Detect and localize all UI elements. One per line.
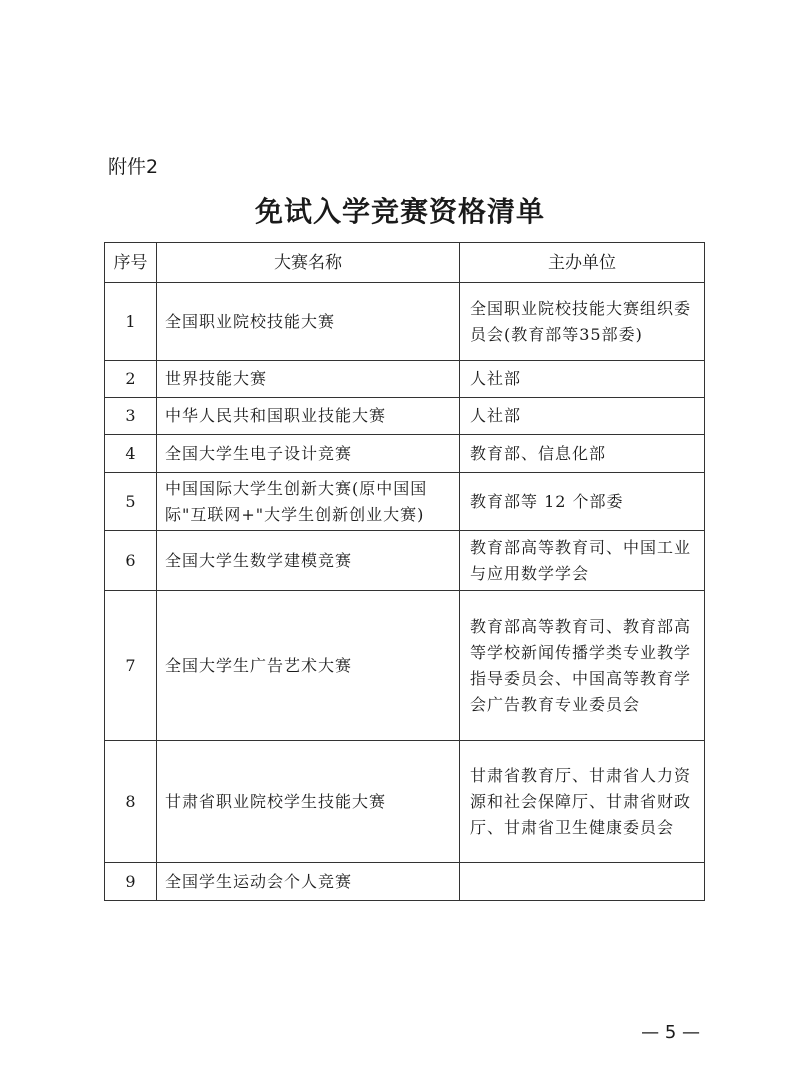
competition-table <box>104 242 705 901</box>
attachment-label: 附件2 <box>108 156 159 178</box>
organizer <box>460 863 705 901</box>
row-number: 5 <box>105 473 157 531</box>
organizer: 教育部高等教育司、中国工业与应用数学学会 <box>460 531 705 591</box>
row-number: 4 <box>105 435 157 473</box>
competition-name <box>157 473 460 531</box>
document-title: 免试入学竞赛资格清单 <box>254 195 545 228</box>
organizer: 教育部等 12 个部委 <box>460 473 705 531</box>
row-number: 7 <box>105 591 157 741</box>
organizer: 人社部 <box>460 398 705 435</box>
row-number: 6 <box>105 531 157 591</box>
page-number: — 5 — <box>641 1022 700 1043</box>
table-row <box>105 531 705 591</box>
competition-name-text: 中国国际大学生创新大赛(原中国国际"互联网+"大学生创新创业大赛) <box>165 478 428 524</box>
table-row <box>105 591 705 741</box>
table-row <box>105 863 705 901</box>
table-row <box>105 283 705 361</box>
competition-name-text: 甘肃省职业院校学生技能大赛 <box>165 791 387 811</box>
header-number: 序号 <box>105 243 157 283</box>
row-number: 2 <box>105 361 157 398</box>
competition-name <box>157 591 460 741</box>
organizer: 甘肃省教育厅、甘肃省人力资源和社会保障厅、甘肃省财政厅、甘肃省卫生健康委员会 <box>460 741 705 863</box>
competition-name-text: 全国学生运动会个人竞赛 <box>165 871 353 891</box>
competition-name-text: 世界技能大赛 <box>165 369 268 388</box>
header-organizer: 主办单位 <box>460 243 705 283</box>
competition-name <box>157 435 460 473</box>
row-number: 8 <box>105 741 157 863</box>
row-number: 3 <box>105 398 157 435</box>
competition-name <box>157 741 460 863</box>
competition-name <box>157 531 460 591</box>
table-row <box>105 741 705 863</box>
organizer: 教育部、信息化部 <box>460 435 705 473</box>
competition-name <box>157 361 460 398</box>
table-row <box>105 435 705 473</box>
table-row <box>105 398 705 435</box>
organizer: 人社部 <box>460 361 705 398</box>
header-name: 大赛名称 <box>157 243 460 283</box>
table-row <box>105 473 705 531</box>
competition-name <box>157 863 460 901</box>
competition-name <box>157 283 460 361</box>
competition-name <box>157 398 460 435</box>
row-number: 1 <box>105 283 157 361</box>
organizer: 教育部高等教育司、教育部高等学校新闻传播学类专业教学指导委员会、中国高等教育学会广告教育专业委员会 <box>460 591 705 741</box>
organizer: 全国职业院校技能大赛组织委员会(教育部等35部委) <box>460 283 705 361</box>
competition-name-text: 全国大学生电子设计竞赛 <box>165 443 353 463</box>
competition-name-text: 全国大学生数学建模竞赛 <box>165 550 353 570</box>
table-row <box>105 361 705 398</box>
competition-name-text: 全国职业院校技能大赛 <box>165 311 336 331</box>
row-number: 9 <box>105 863 157 901</box>
competition-name-text: 中华人民共和国职业技能大赛 <box>165 406 387 425</box>
table-header-row <box>105 243 705 283</box>
competition-name-text: 全国大学生广告艺术大赛 <box>165 655 353 675</box>
